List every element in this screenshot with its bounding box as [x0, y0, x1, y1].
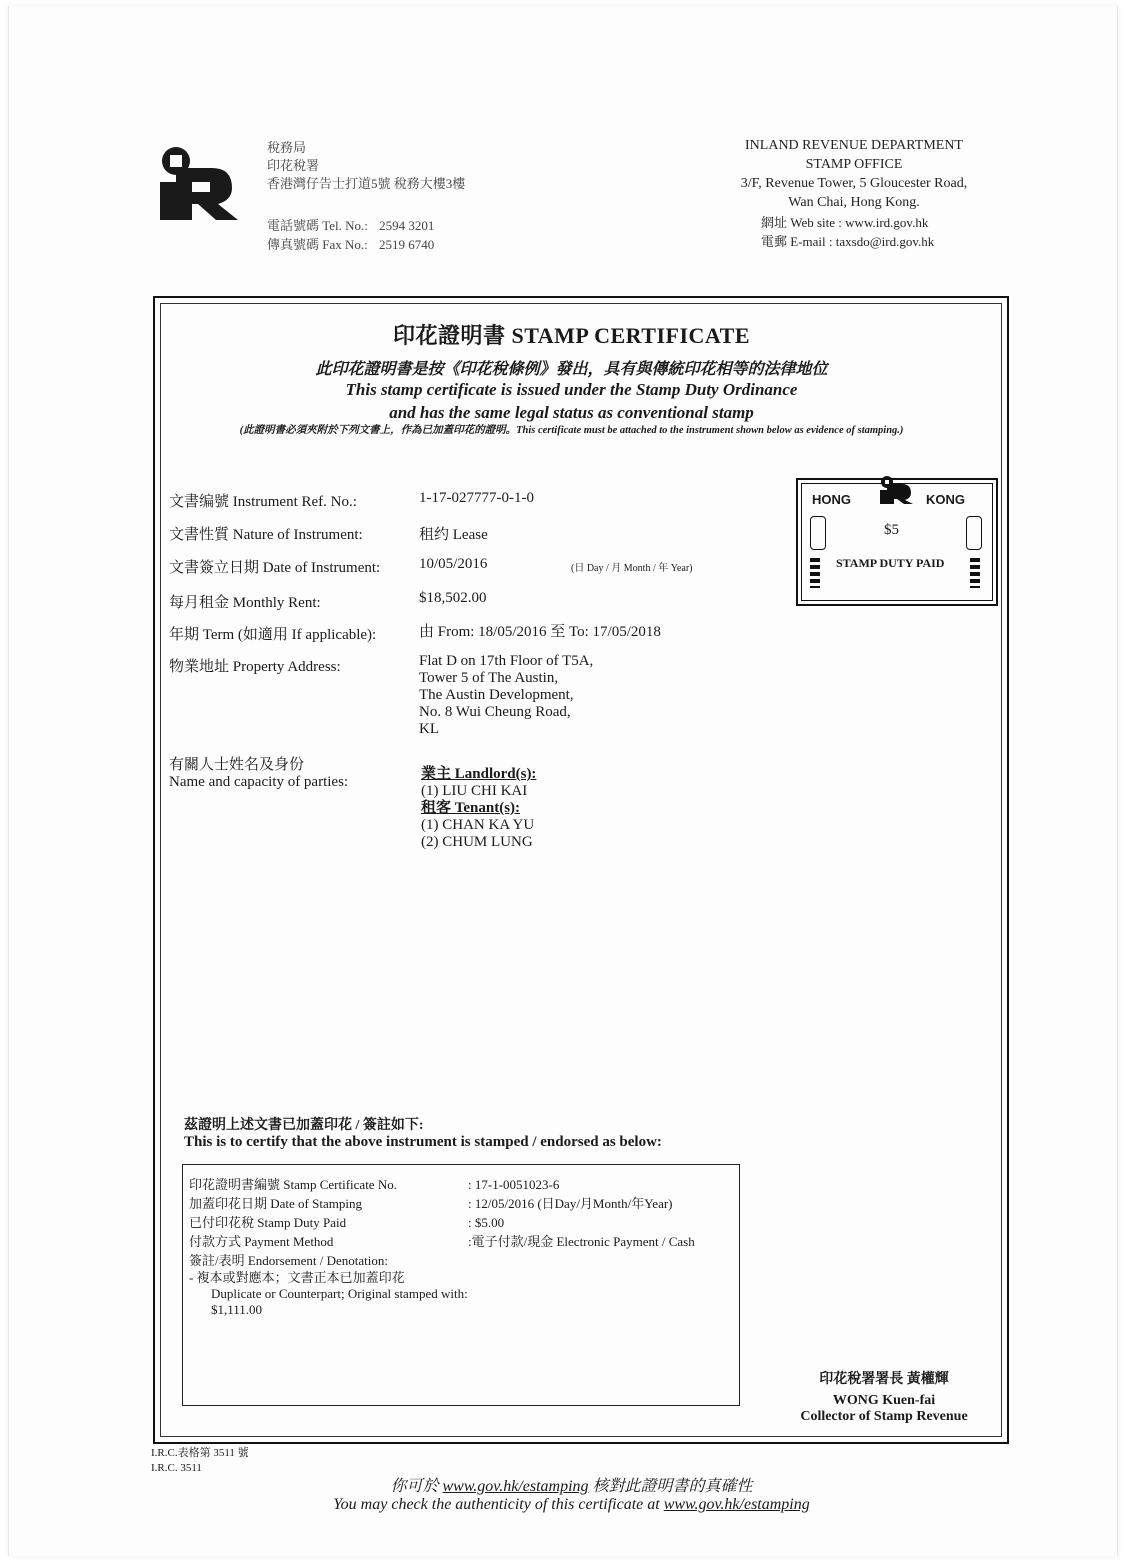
- parties-label: [169, 757, 348, 791]
- ref-value: 1-17-027777-0-1-0: [419, 490, 534, 506]
- parties-label-zh: 有關人士姓名及身份: [169, 757, 305, 773]
- address-line: The Austin Development,: [419, 687, 574, 703]
- term-label: 年期 Term (如適用 If applicable):: [169, 627, 377, 643]
- denotation-line: $1,111.00: [211, 1302, 263, 1317]
- stamp-amount: $5: [884, 522, 899, 538]
- stamp-cartouche-right: [966, 516, 982, 550]
- subtitle-en-1: This stamp certificate is issued under the Stamp Duty Ordinance: [345, 380, 798, 399]
- cert-no-value: : 17-1-0051023-6: [468, 1177, 560, 1192]
- denotation-text: [189, 1270, 468, 1318]
- tenant-name: (2) CHUM LUNG: [421, 834, 533, 850]
- term-value: 由 From: 18/05/2016 至 To: 17/05/2018: [419, 624, 661, 640]
- certify-zh: 茲證明上述文書已加蓋印花 / 簽註如下:: [184, 1118, 424, 1133]
- duty-paid-label: 已付印花稅 Stamp Duty Paid: [189, 1215, 347, 1230]
- tenant-name: (1) CHAN KA YU: [421, 817, 535, 833]
- verify-en: You may check the authenticity of this certificate at www.gov.hk/estamping: [333, 1496, 810, 1513]
- landlord-heading: 業主 Landlord(s):: [421, 766, 537, 782]
- subtitle-zh: 此印花證明書是按《印花稅條例》發出，具有與傳統印花相等的法律地位: [315, 361, 828, 378]
- tel-line: [267, 217, 434, 235]
- estamping-link[interactable]: www.gov.hk/estamping: [442, 1478, 589, 1495]
- form-number-en: I.R.C. 3511: [151, 1462, 202, 1474]
- dept-name-zh: 稅務局: [267, 140, 307, 155]
- nature-label: 文書性質 Nature of Instrument:: [169, 527, 363, 543]
- fax-value: 2519 6740: [379, 237, 435, 252]
- tel-label: 電話號碼 Tel. No.:: [267, 218, 368, 233]
- website-line: [761, 214, 928, 232]
- stamp-paid-text: STAMP DUTY PAID: [836, 556, 945, 570]
- dept-block-en: [709, 136, 999, 212]
- ird-logo-icon: [152, 138, 244, 222]
- form-number: [151, 1446, 249, 1476]
- stamping-date-label: 加蓋印花日期 Date of Stamping: [189, 1196, 362, 1211]
- address-line1: 3/F, Revenue Tower, 5 Gloucester Road,: [740, 176, 968, 191]
- address-line: Tower 5 of The Austin,: [419, 670, 559, 686]
- denotation-line: - 複本或對應本；文書正本已加蓋印花: [189, 1270, 405, 1285]
- stamp-pattern-right: [970, 558, 980, 588]
- collector-title-zh: 印花稅署署長 黃權輝: [819, 1372, 949, 1387]
- endorsement-box: [182, 1164, 740, 1406]
- email-value: taxsdo@ird.gov.hk: [835, 234, 935, 249]
- email-line: [761, 233, 934, 251]
- office-name-en: STAMP OFFICE: [805, 157, 903, 172]
- payment-method-label: 付款方式 Payment Method: [189, 1234, 334, 1249]
- cert-no-label: 印花證明書編號 Stamp Certificate No.: [189, 1177, 397, 1192]
- payment-method-value: :電子付款/現金 Electronic Payment / Cash: [468, 1234, 695, 1249]
- form-number-zh: I.R.C.表格第 3511 號: [151, 1447, 249, 1459]
- denotation-line: Duplicate or Counterpart; Original stamped with:: [211, 1286, 468, 1301]
- tenant-heading: 租客 Tenant(s):: [421, 800, 521, 816]
- date-format-note: (日 Day / 月 Month / 年 Year): [571, 563, 693, 574]
- attach-note: (此證明書必須夾附於下列文書上，作為已加蓋印花的證明。This certificate must be attached to the instrument shown below as evidence of stamping.): [239, 425, 904, 436]
- stamp-left-text: HONG: [812, 492, 851, 507]
- fax-label: 傳真號碼 Fax No.:: [267, 237, 368, 252]
- certify-en: This is to certify that the above instrument is stamped / endorsed as below:: [184, 1134, 662, 1150]
- rent-value: $18,502.00: [419, 590, 487, 606]
- denotation-label: 簽註/表明 Endorsement / Denotation:: [189, 1253, 388, 1268]
- address-label: 物業地址 Property Address:: [169, 659, 341, 675]
- date-label: 文書簽立日期 Date of Instrument:: [169, 560, 381, 576]
- dept-name-en: INLAND REVENUE DEPARTMENT: [745, 138, 963, 153]
- parties-label-en: Name and capacity of parties:: [169, 774, 349, 790]
- nature-value: 租约 Lease: [419, 527, 488, 543]
- office-name-zh: 印花稅署: [267, 158, 320, 173]
- address-line: No. 8 Wui Cheung Road,: [419, 704, 571, 720]
- ref-label: 文書编號 Instrument Ref. No.:: [169, 494, 357, 510]
- address-line: Flat D on 17th Floor of T5A,: [419, 653, 594, 669]
- address-line: KL: [419, 721, 439, 737]
- estamping-link[interactable]: www.gov.hk/estamping: [663, 1496, 810, 1513]
- collector-name: WONG Kuen-fai: [832, 1393, 936, 1408]
- ird-logo-small-icon: [878, 474, 916, 504]
- verify-zh: 你可於 www.gov.hk/estamping 核對此證明書的真確性: [390, 1478, 753, 1495]
- address-line2: Wan Chai, Hong Kong.: [788, 195, 920, 210]
- collector-title-en: Collector of Stamp Revenue: [800, 1409, 968, 1424]
- date-value: 10/05/2016: [419, 556, 488, 572]
- website-label: 網址 Web site :: [761, 215, 842, 230]
- tel-value: 2594 3201: [379, 218, 435, 233]
- subtitle-en-2: and has the same legal status as conventional stamp: [389, 403, 754, 422]
- document-page: [8, 6, 1118, 1556]
- address-value: [419, 653, 593, 738]
- email-label: 電郵 E-mail :: [761, 234, 833, 249]
- fax-line: [267, 236, 434, 254]
- stamp-pattern-left: [810, 558, 820, 588]
- website-value: www.ird.gov.hk: [845, 215, 929, 230]
- duty-paid-value: : $5.00: [468, 1215, 505, 1230]
- endorsement-values: [468, 1175, 695, 1251]
- stamp-cartouche-left: [810, 516, 826, 550]
- stamp-duty-seal: [796, 478, 998, 606]
- parties-list: [421, 766, 536, 851]
- landlord-name: (1) LIU CHI KAI: [421, 783, 528, 799]
- address-zh: 香港灣仔告士打道5號 稅務大樓3樓: [267, 176, 466, 191]
- certificate-title: 印花證明書 STAMP CERTIFICATE: [392, 323, 751, 348]
- stamp-right-text: KONG: [926, 492, 965, 507]
- rent-label: 每月租金 Monthly Rent:: [169, 595, 321, 611]
- endorsement-labels: [189, 1175, 397, 1270]
- stamping-date-value: : 12/05/2016 (日Day/月Month/年Year): [468, 1196, 673, 1211]
